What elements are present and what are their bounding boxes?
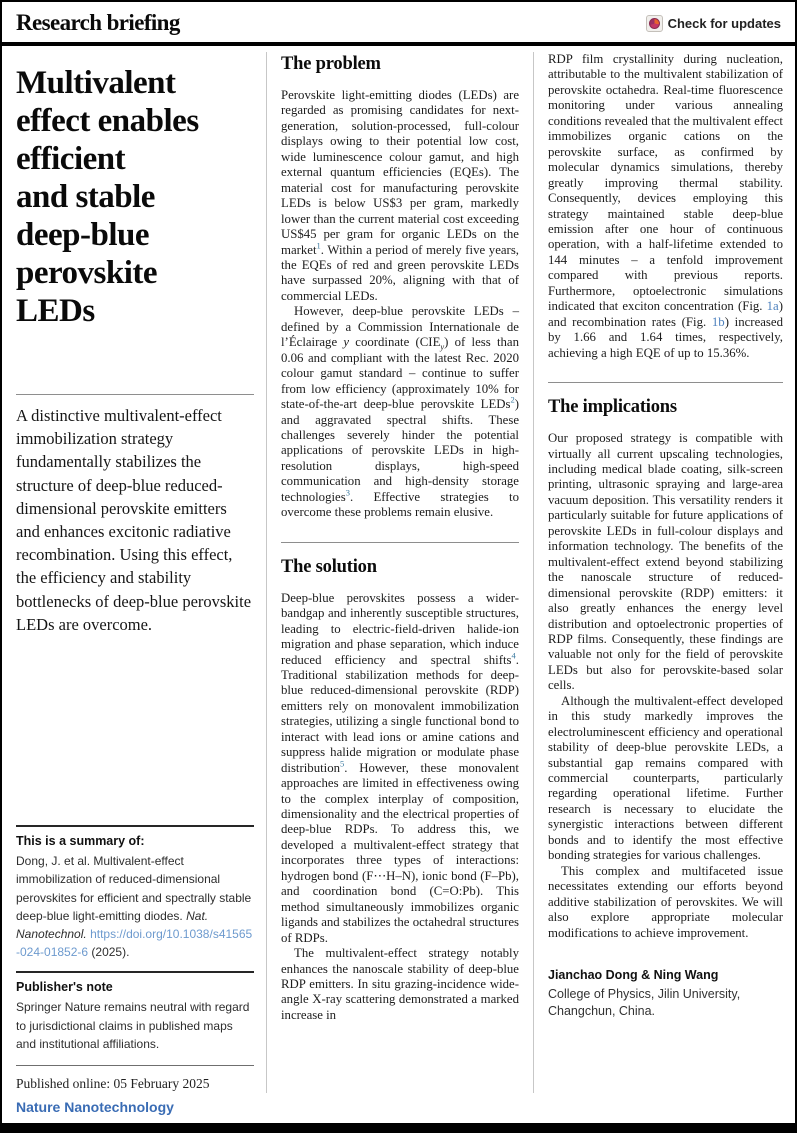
paragraph: However, deep-blue perovskite LEDs – defined by a Commission Internationale de l’Éclairage y coordinate $(CIE_y)$ of less than 0.06 and compliant with the latest Rec. 2020 colour gamut standard – continue to suffer from low efficiency (approximately 10% for state-of-the-art deep-blue perovskite LEDs$^2$) and aggravated spectral shifts. These challenges severely hinder the potential applications of perovskite LEDs in high-resolution displays, high-speed communication and high-density storage technologies$^3$. Effective strategies to overcome these problems remain elusive. bbox=[281, 304, 520, 520]
published-online-date: Published online: 05 February 2025 bbox=[16, 1076, 210, 1091]
middle-column bbox=[266, 52, 534, 1093]
section-solution bbox=[281, 557, 519, 1024]
publishers-note-body: Springer Nature remains neutral with regard to jurisdictional claims in published maps and institutional affiliations. bbox=[16, 1000, 250, 1051]
figure-link[interactable]: 1a bbox=[766, 299, 779, 314]
author-block bbox=[548, 967, 783, 1020]
page-kicker: Research briefing bbox=[16, 10, 180, 35]
journal-name-link[interactable]: Nature Nanotechnology bbox=[16, 1099, 174, 1115]
publishers-note-divider bbox=[16, 971, 254, 973]
paragraph: Our proposed strategy is compatible with virtually all current upscaling technologies, including medical blade coating, silk-screen printing, ultrasonic spraying and large-area vacuum deposition. This versatility renders it particularly suitable for future applications of perovskite LEDs in full-colour displays and information technology. The benefits of the multivalent-effect extend beyond stabilizing the nanoscale structure of reduced-dimensional perovskite (RDP) emitters: it also greatly enhances the energy level distribution and optoelectronic properties of RDP films. Consequently, these findings are valuable not only for the field of perovskite LEDs but also for perovskite-based solar cells. bbox=[548, 431, 783, 693]
check-updates-label: Check for updates bbox=[667, 15, 781, 31]
section-divider bbox=[548, 382, 783, 383]
reference-link[interactable]: 5 bbox=[340, 758, 345, 769]
title-line: perovskite bbox=[16, 255, 158, 291]
title-line: deep-blue bbox=[16, 217, 150, 253]
published-online-divider bbox=[16, 1065, 254, 1066]
paragraph: Perovskite light-emitting diodes (LEDs) are regarded as promising candidates for next-generation, solution-processed, full-colour displays owing to their potential low cost, wide luminescence colour gamut, and high external quantum efficiencies (EQEs). The material cost for manufacturing perovskite LEDs is below US$3 per gram, markedly lower than the current material cost exceeding US$45 per gram for organic LEDs on the market$^1$. Within a period of merely five years, the EQEs of red and green perovskite LEDs have surpassed 20%, aligning with that of commercial LEDs. bbox=[281, 88, 519, 303]
paragraph: The multivalent-effect strategy notably enhances the nanoscale stability of deep-blue RDP emitters. In situ grazing-incidence wide-angle X-ray scattering demonstrated a marked increase in bbox=[281, 946, 519, 1022]
paragraph: This complex and multifaceted issue necessitates extending our efforts beyond additive stabilization of perovskites. We will also explore appropriate molecular modifications to achieve improvement. bbox=[548, 863, 783, 940]
crossmark-icon bbox=[646, 15, 663, 32]
author-affiliation: College of Physics, Jilin University, Changchun, China. bbox=[548, 987, 741, 1019]
section-heading-solution: The solution bbox=[281, 556, 377, 577]
check-for-updates-button[interactable] bbox=[646, 15, 781, 32]
reference-link[interactable]: 2 bbox=[510, 394, 515, 405]
section-heading-problem: The problem bbox=[281, 54, 381, 74]
reference-link[interactable]: 3 bbox=[345, 487, 350, 498]
article-title bbox=[16, 64, 254, 330]
section-implications bbox=[548, 397, 783, 941]
section-divider bbox=[281, 542, 519, 543]
right-column bbox=[534, 52, 783, 1093]
reference-link[interactable]: 1 bbox=[316, 240, 321, 251]
article-standfirst: A distinctive multivalent-effect immobilization strategy fundamentally stabilizes the structure of deep-blue reduced-dimensional perovskite emitters and enhances excitonic radiative recombination. Using this effect, the efficiency and stability bottlenecks of deep-blue perovskite LEDs are overcome. bbox=[16, 406, 252, 634]
citation: Dong, J. et al. Multivalent-effect immobilization of reduced-dimensional perovskites for efficient and spectrally stable deep-blue light-emitting diodes. Nat. Nanotechnol. https://doi.org/10.1038/s41565-024-01852-6 (2025). bbox=[16, 854, 253, 960]
subscript: y bbox=[440, 341, 445, 352]
summary-of-divider bbox=[16, 825, 254, 827]
page-header bbox=[2, 2, 795, 42]
article-metadata-block bbox=[16, 815, 254, 1093]
page-footer bbox=[2, 1093, 795, 1123]
section-heading-implications: The implications bbox=[548, 397, 677, 418]
paragraph: Although the multivalent-effect developed in this study markedly improves the electroluminescent efficiency and operational stability of deep-blue perovskite LEDs, a substantial gap remains compared with commercial counterparts, particularly regarding operational lifetime. Further research is necessary to elucidate the synergistic interactions between different bonds and to identify the most effective bonding strategies for various challenges. bbox=[548, 693, 783, 863]
publishers-note-heading: Publisher's note bbox=[16, 980, 113, 995]
left-column bbox=[16, 52, 266, 1093]
paragraph: RDP film crystallinity during nucleation, attributable to the multivalent stabilization of perovskite octahedra. Real-time fluorescence monitoring under various annealing conditions revealed that the multivalent effect immobilizes organic cations on the perovskite surface, as confirmed by molecular dynamics simulations, thereby greatly improving thermal stability. Consequently, devices employing this strategy maintained stable deep-blue emission after one hour of continuous operation, with a half-lifetime extended to 144 minutes – a tenfold improvement compared with previous reports. Furthermore, optoelectronic simulations indicated that exciton concentration (Fig. 1a) and recombination rates (Fig. 1b) increased by 1.66 and 1.64 times, respectively, achieving a high EQE of up to 15.36%. bbox=[548, 52, 783, 360]
title-line: Multivalent bbox=[16, 65, 176, 101]
title-line: and stable bbox=[16, 179, 155, 215]
paragraph: Deep-blue perovskites possess a wider-bandgap and inherently susceptible structures, leading to electric-field-driven halide-ion migration and phase separation, which induce reduced efficiency and spectral shifts$^4$. Traditional stabilization methods for deep-blue reduced-dimensional perovskite (RDP) emitters rely on monovalent immobilization strategies, utilizing a single functional bond to interact with lead ions or amine cations and suppress halide migration or modulate phase distribution$^5$. However, these monovalent approaches are limited in effectiveness owing to the complex interplay of composition, dimensionality and the electrical properties of deep-blue RDPs. To address this, we developed a multivalent-effect strategy that incorporates three types of interactions: hydrogen bond (F⋯H–N), ionic bond (F–Pb), and coordination bond (C=O:Pb). This method simultaneously immobilizes organic ligands and stabilizes the octahedral structures of RDPs. bbox=[281, 590, 519, 945]
standfirst-divider bbox=[16, 394, 254, 395]
title-line: effect enables bbox=[16, 103, 199, 139]
title-line: efficient bbox=[16, 141, 126, 177]
title-line: LEDs bbox=[16, 293, 95, 329]
footer-bar bbox=[2, 1123, 795, 1131]
summary-of-heading: This is a summary of: bbox=[16, 834, 145, 849]
reference-link[interactable]: 4 bbox=[511, 650, 516, 661]
doi-link[interactable]: https://doi.org/10.1038/s41565-024-01852-6 bbox=[16, 926, 253, 960]
section-problem bbox=[281, 54, 519, 521]
figure-link[interactable]: 1b bbox=[711, 314, 725, 329]
article-columns bbox=[2, 46, 795, 1093]
crossmark-circle-icon bbox=[649, 18, 660, 29]
author-names: Jianchao Dong & Ning Wang bbox=[548, 968, 719, 983]
